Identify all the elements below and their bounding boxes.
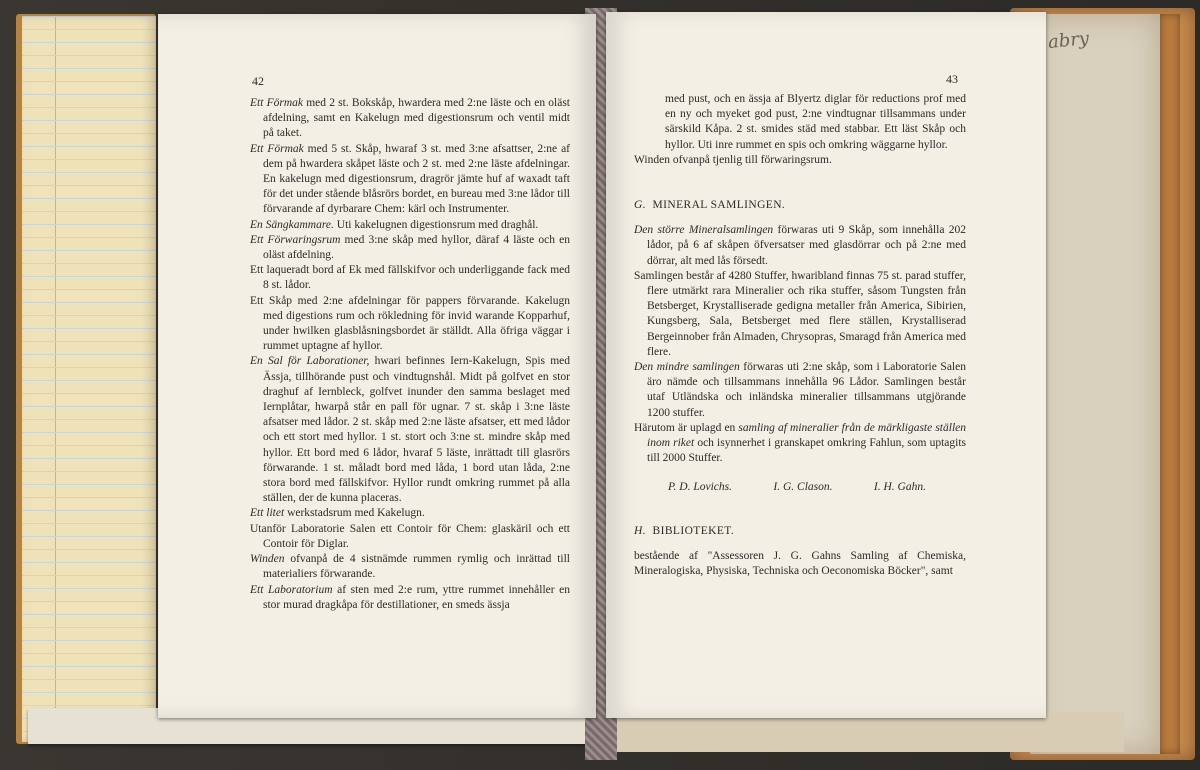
right-page-text — [634, 92, 966, 579]
paragraph-continuation: med pust, och en ässja af Blyertz diglar för reductions prof med en ny och myeket god pust, 2:ne vindtugnar tillsammans under särskild Kåpa. 2 st. smides städ med stabbar. Ett läst Skåp och hyllor. Uti inre rummet en spis och omkring wäggarne hyllor. — [665, 93, 966, 151]
section-heading-h: H. BIBLIOTEKET. — [634, 524, 735, 537]
paragraph: Ett Förmak med 5 st. Skåp, hwaraf 3 st. med 3:ne afsattser, 2:ne af dem på hwardera skåpet läste och 2 st. med 2:ne läste afdelningar. En kakelugn med digestionsrum, dragrör jämte huf af waxadt taft för det under stående blåsrörs bordet, en bureau med 3:ne lådor till förvarande af dyrbarare Chem: kärl och Instrumenter. — [250, 142, 571, 216]
signature: P. D. Lovichs. — [668, 481, 732, 494]
paragraph: Ett laqueradt bord af Ek med fällskifvor och underliggande fack med 8 st. lådor. — [250, 264, 570, 292]
signature: I. G. Clason. — [773, 481, 833, 494]
margin-handwriting: abry — [1047, 27, 1091, 54]
right-page-stack — [604, 712, 1124, 752]
paragraph: Härutom är uplagd en samling af mineralier från de märkligaste ställen inom riket och isynnerhet i granskapet omkring Fahlun, som uptagits till 2000 Stuffer. — [634, 421, 967, 465]
left-page — [158, 14, 596, 718]
paragraph: Den större Mineralsamlingen förwaras uti 9 Skåp, som innehålla 202 lådor, på 6 af skåpen öfversatser med glasdörrar och på 2:ne med dörrar, alt med lås försedt. — [634, 224, 966, 267]
page-number-right: 43 — [946, 72, 958, 86]
lined-notepad — [22, 16, 156, 742]
paragraph: Ett litet werkstadsrum med Kakelugn. — [250, 507, 425, 520]
paragraph: En Sängkammare. Uti kakelugnen digestionsrum med draghål. — [250, 218, 539, 231]
paragraph: Samlingen består af 4280 Stuffer, hwaribland finnas 75 st. parad stuffer, flere utmärkt rara Mineralier och rika stuffer, såsom Tungsten från Betsberget, Krystalliserade gedigna metaller från America, Sibirien, Kungsberg, Sala, Betsberget med flere ställen, Krystalliserad Bergeinnober från Almaden, Chrysopras, Smaragd från America med flere. — [634, 269, 966, 358]
paragraph: Ett Förwaringsrum med 3:ne skåp med hyllor, däraf 4 läste och en oläst afdelning. — [250, 233, 571, 262]
paragraph: Ett Förmak med 2 st. Bokskåp, hwardera med 2:ne läste och en oläst afdelning, samt en Kakelugn med digestionsrum och ventil midt på taket. — [250, 97, 570, 140]
paragraph: En Sal för Laborationer, hwari befinnes Iern-Kakelugn, Spis med Ässja, tillhörande pust och vindtugnshål. Midt på golfvet en stor draghuf af Iernbleck, golfvet inunder den samma beslaget med Iernplåtar, hwarpå står en pall för ugnar. 7 st. skåp i 3:ne läste afsatser med lådor. 2 st. skåp med 2:ne läste afsatser, ett med lådor och ett stort med hyllor. 1 st. stort och 3:ne st. mindre skåp med hyllor. Ett bord med 6 lådor, hvaraf 5 läste, inrättadt till glasrörs förwarande. 1 st. måladt bord med låda, 1 bord utan låda, 2:ne stora bord med fällskifvor. Hyllor rundt omkring rummet på alla ställen, der de kunna placeras. — [250, 355, 570, 505]
paragraph: bestående af "Assessoren J. G. Gahns Samling af Chemiska, Mineralogiska, Physiska, Techniska och Oeconomiska Böcker", samt — [634, 549, 966, 578]
left-page-text — [250, 96, 570, 613]
page-number-left: 42 — [252, 74, 264, 88]
paragraph: Winden ofvanpå tjenlig till förwaringsrum. — [634, 153, 832, 166]
paragraph: Utanför Laboratorie Salen ett Contoir för Chem: glaskäril och ett Contoir för Diglar. — [250, 522, 570, 550]
paragraph: Winden ofvanpå de 4 sistnämde rummen rymlig och inrättad till materialiers förwarande. — [250, 553, 570, 581]
right-page — [606, 12, 1046, 718]
paragraph: Den mindre samlingen förwaras uti 2:ne skåp, som i Laboratorie Salen äro nämde och tillsammans innehålla 96 Lådor. Samlingen består utaf Utländska och inländska mineralier tillsammans utgjörande 1200 stuffer. — [634, 361, 966, 419]
folder-inner-sheet — [1030, 14, 1160, 754]
folder-edge — [1160, 14, 1180, 754]
signature: I. H. Gahn. — [873, 481, 926, 494]
paragraph: Ett Skåp med 2:ne afdelningar för pappers förvarande. Kakelugn med digestions rum och rökledning för invid warande Kopparhuf, under hwilken glasblåsningsbordet är ställdt. Alla öfriga väggar i rummet uptagne af hyllor. — [250, 294, 570, 353]
section-heading-g: G. MINERAL SAMLINGEN. — [634, 199, 786, 212]
signatures — [634, 480, 966, 495]
paragraph: Ett Laboratorium af sten med 2:e rum, yttre rummet innehåller en stor murad dragkåpa för destillationer, en smeds ässja — [250, 583, 570, 611]
